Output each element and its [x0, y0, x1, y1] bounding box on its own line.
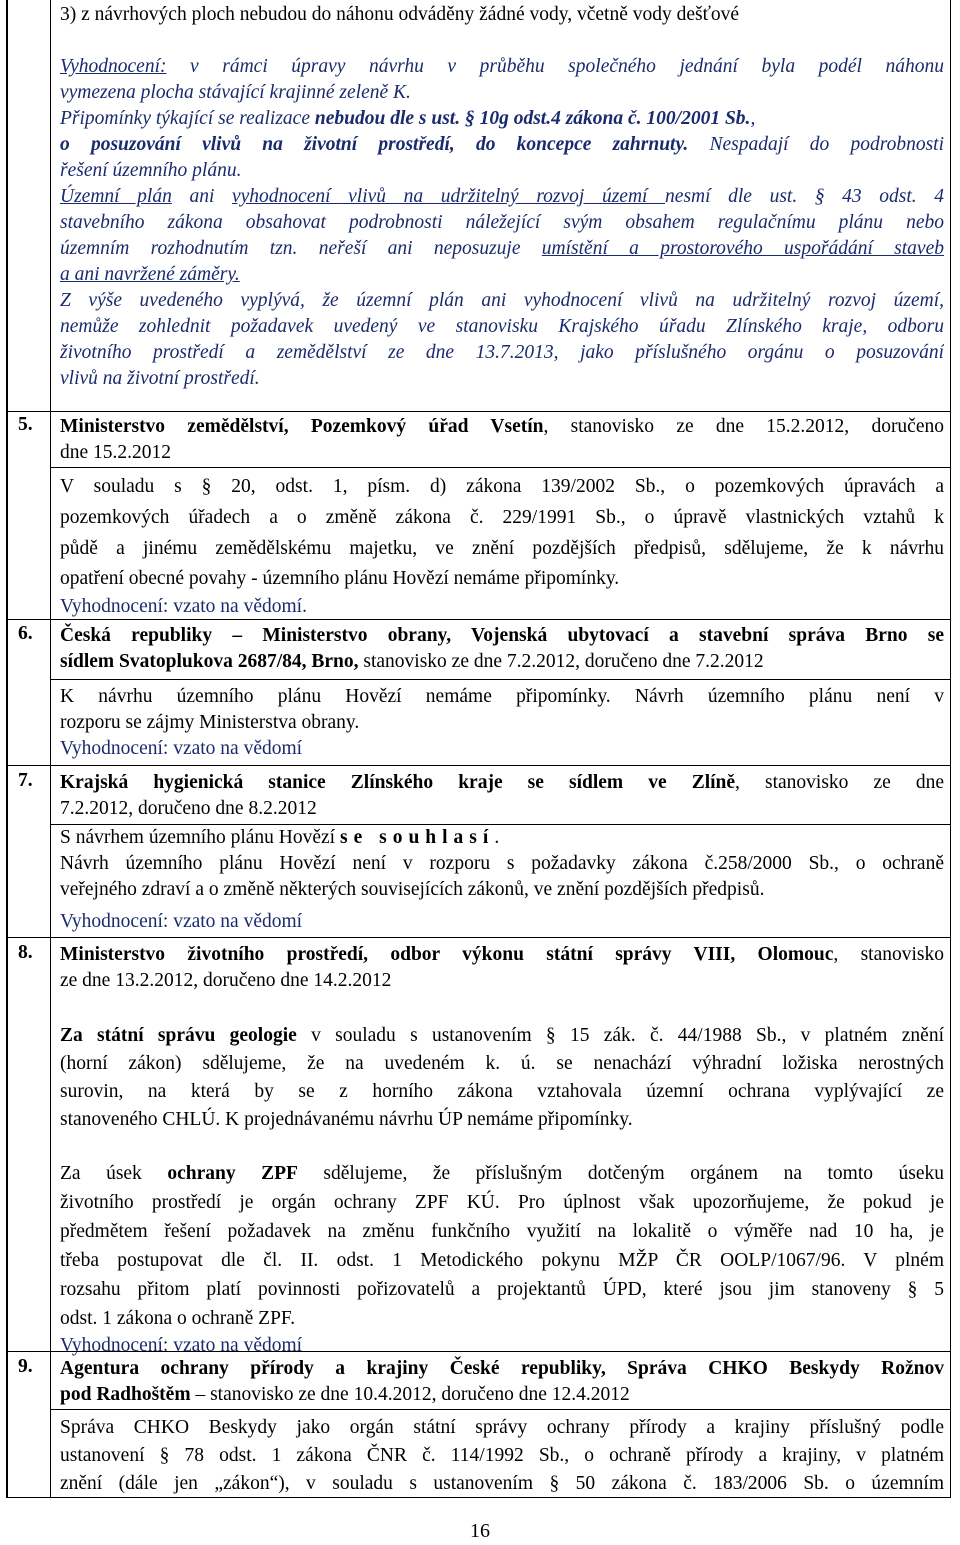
item-9-header: [60, 1356, 944, 1408]
text-line: K návrhu územního plánu Hovězí nemáme připomínky. Návrh územního plánu není v: [60, 686, 944, 707]
item-8-body: [60, 1022, 944, 1359]
item-heading: Krajská hygienická stanice Zlínského kraje se sídlem ve Zlíně, stanovisko ze dne: [60, 772, 944, 793]
item-number: 7.: [18, 770, 33, 791]
text-line: předmětem řešení požadavek na změnu funkčního využití na lokalitě o výměře nad 10 ha, je: [60, 1221, 944, 1242]
item-number: 9.: [18, 1356, 33, 1377]
item-8-header: [60, 942, 944, 994]
item-number: 5.: [18, 414, 33, 435]
text-line: o posuzování vlivů na životní prostředí, do koncepce zahrnuty. Nespadají do podrobnosti: [60, 134, 944, 155]
text-line: třeba postupovat dle čl. II. odst. 1 Metodického pokynu MŽP ČR OOLP/1067/96. V plném: [60, 1250, 944, 1271]
text-line: územním rozhodnutím tzn. neřeší ani neposuzuje umístění a prostorového uspořádání staveb: [60, 238, 944, 259]
text-line: Z výše uvedeného vyplývá, že územní plán ani vyhodnocení vlivů na udržitelný rozvoj území,: [60, 290, 944, 311]
item-heading: Česká republiky – Ministerstvo obrany, Vojenská ubytovací a stavební správa Brno se: [60, 625, 944, 646]
text-line: Správa CHKO Beskydy jako orgán státní správy ochrany přírody a krajiny příslušný podle: [60, 1417, 944, 1438]
item-7-body: [60, 825, 944, 935]
text-line: Návrh územního plánu Hovězí není v rozporu s požadavky zákona č.258/2000 Sb., o ochraně: [60, 853, 944, 874]
text-line: znění (dále jen „zákon“), v souladu s ustanovením § 50 zákona č. 183/2006 Sb. o územním: [60, 1473, 944, 1494]
subrow-divider: [50, 679, 950, 680]
item-9-body: [60, 1414, 944, 1498]
page-number: 16: [470, 1520, 490, 1542]
item-number: 6.: [18, 623, 33, 644]
text-line: rozporu se zájmy Ministerstva obrany.: [60, 712, 360, 733]
text-line: Připomínky týkající se realizace nebudou dle s ust. § 10g odst.4 zákona č. 100/2001 Sb.,: [60, 108, 756, 129]
text-line: V souladu s § 20, odst. 1, písm. d) zákona 139/2002 Sb., o pozemkových úpravách a: [60, 476, 944, 497]
item-6-body: [60, 684, 944, 762]
subrow-divider: [50, 467, 950, 468]
item-4-continuation: [60, 2, 944, 392]
item-heading: pod Radhoštěm – stanovisko ze dne 10.4.2012, doručeno dne 12.4.2012: [60, 1384, 630, 1405]
text-line: životního prostředí je orgán ochrany ZPF KÚ. Pro úplnost však upozorňujeme, že pokud je: [60, 1192, 944, 1213]
text-line: pozemkových úřadech a o změně zákona č. 229/1991 Sb., o úpravě vlastnických vztahů k: [60, 507, 944, 528]
evaluation: Vyhodnocení: vzato na vědomí.: [60, 596, 307, 617]
text-line: ustanovení § 78 odst. 1 zákona ČNR č. 114/1992 Sb., o ochraně přírody a krajiny, v platném: [60, 1445, 944, 1466]
text-line: Za státní správu geologie v souladu s ustanovením § 15 zák. č. 44/1988 Sb., v platném znění: [60, 1025, 944, 1046]
text-line: půdě a jinému zemědělskému majetku, ve znění pozdějších předpisů, sdělujeme, že k návrhu: [60, 538, 944, 559]
text-line: veřejného zdraví a o změně některých souvisejících zákonů, ve znění pozdějších předpisů.: [60, 879, 765, 900]
text-line: stavebního zákona obsahovat podrobnosti náležející svým obsahem regulačnímu plánu nebo: [60, 212, 944, 233]
text-line: rozsahu přitom platí povinnosti pořizovatelů a projektantů ÚPD, které jsou jim stanoveny § 5: [60, 1279, 944, 1300]
item-heading: ze dne 13.2.2012, doručeno dne 14.2.2012: [60, 970, 392, 991]
item-heading: 7.2.2012, doručeno dne 8.2.2012: [60, 798, 317, 819]
text-line: vlivů na životní prostředí.: [60, 368, 260, 389]
evaluation: Vyhodnocení: vzato na vědomí: [60, 738, 303, 759]
text-line: a ani navržené záměry.: [60, 264, 240, 285]
evaluation: Vyhodnocení: vzato na vědomí: [60, 911, 303, 932]
item-heading: Agentura ochrany přírody a krajiny České republiky, Správa CHKO Beskydy Rožnov: [60, 1358, 944, 1379]
text-line: nemůže zohlednit požadavek uvedený ve stanovisku Krajského úřadu Zlínského kraje, odboru: [60, 316, 944, 337]
document-page: [6, 0, 951, 1498]
item-number: 8.: [18, 942, 33, 963]
text-line: stanoveného CHLÚ. K projednávanému návrhu ÚP nemáme připomínky.: [60, 1109, 633, 1130]
row-divider: [8, 937, 950, 938]
column-divider: [50, 0, 51, 1497]
text-line: (horní zákon) sdělujeme, že na uvedeném k. ú. se nenachází výhradní ložiska nerostných: [60, 1053, 944, 1074]
text-line: Územní plán ani vyhodnocení vlivů na udržitelný rozvoj území nesmí dle ust. § 43 odst. 4: [60, 186, 944, 207]
row-divider: [8, 411, 950, 412]
row-divider: [8, 765, 950, 766]
text-line: životního prostředí a zemědělství ze dne 13.7.2013, jako příslušného orgánu o posuzování: [60, 342, 944, 363]
text-line: surovin, na která by se z horního zákona vztahovala územní ochrana vyplývající ze: [60, 1081, 944, 1102]
text-line: odst. 1 zákona o ochraně ZPF.: [60, 1308, 296, 1329]
text-line: S návrhem územního plánu Hovězí se souhlasí.: [60, 827, 500, 848]
item-heading: Ministerstvo zemědělství, Pozemkový úřad Vsetín, stanovisko ze dne 15.2.2012, doručeno: [60, 416, 944, 437]
item-heading: Ministerstvo životního prostředí, odbor výkonu státní správy VIII, Olomouc, stanovisko: [60, 944, 944, 965]
item-7-header: [60, 770, 944, 822]
text-line: vymezena plocha stávající krajinné zeleně K.: [60, 82, 411, 103]
text-line: řešení územního plánu.: [60, 160, 242, 181]
item-heading: dne 15.2.2012: [60, 442, 172, 463]
item-5-body: [60, 472, 944, 620]
text-line: Za úsek ochrany ZPF sdělujeme, že příslušným dotčeným orgánem na tomto úseku: [60, 1163, 944, 1184]
item-heading: sídlem Svatoplukova 2687/84, Brno, stanovisko ze dne 7.2.2012, doručeno dne 7.2.2012: [60, 651, 764, 672]
item-5-header: [60, 414, 944, 466]
subrow-divider: [50, 1409, 950, 1410]
text-line: 3) z návrhových ploch nebudou do náhonu odváděny žádné vody, včetně vody dešťové: [60, 4, 740, 25]
evaluation: Vyhodnocení: vzato na vědomí: [60, 1335, 303, 1356]
text-line: Vyhodnocení: v rámci úpravy návrhu v průběhu společného jednání byla podél náhonu: [60, 56, 944, 77]
item-6-header: [60, 623, 944, 675]
text-line: opatření obecné povahy - územního plánu Hovězí nemáme připomínky.: [60, 568, 620, 589]
